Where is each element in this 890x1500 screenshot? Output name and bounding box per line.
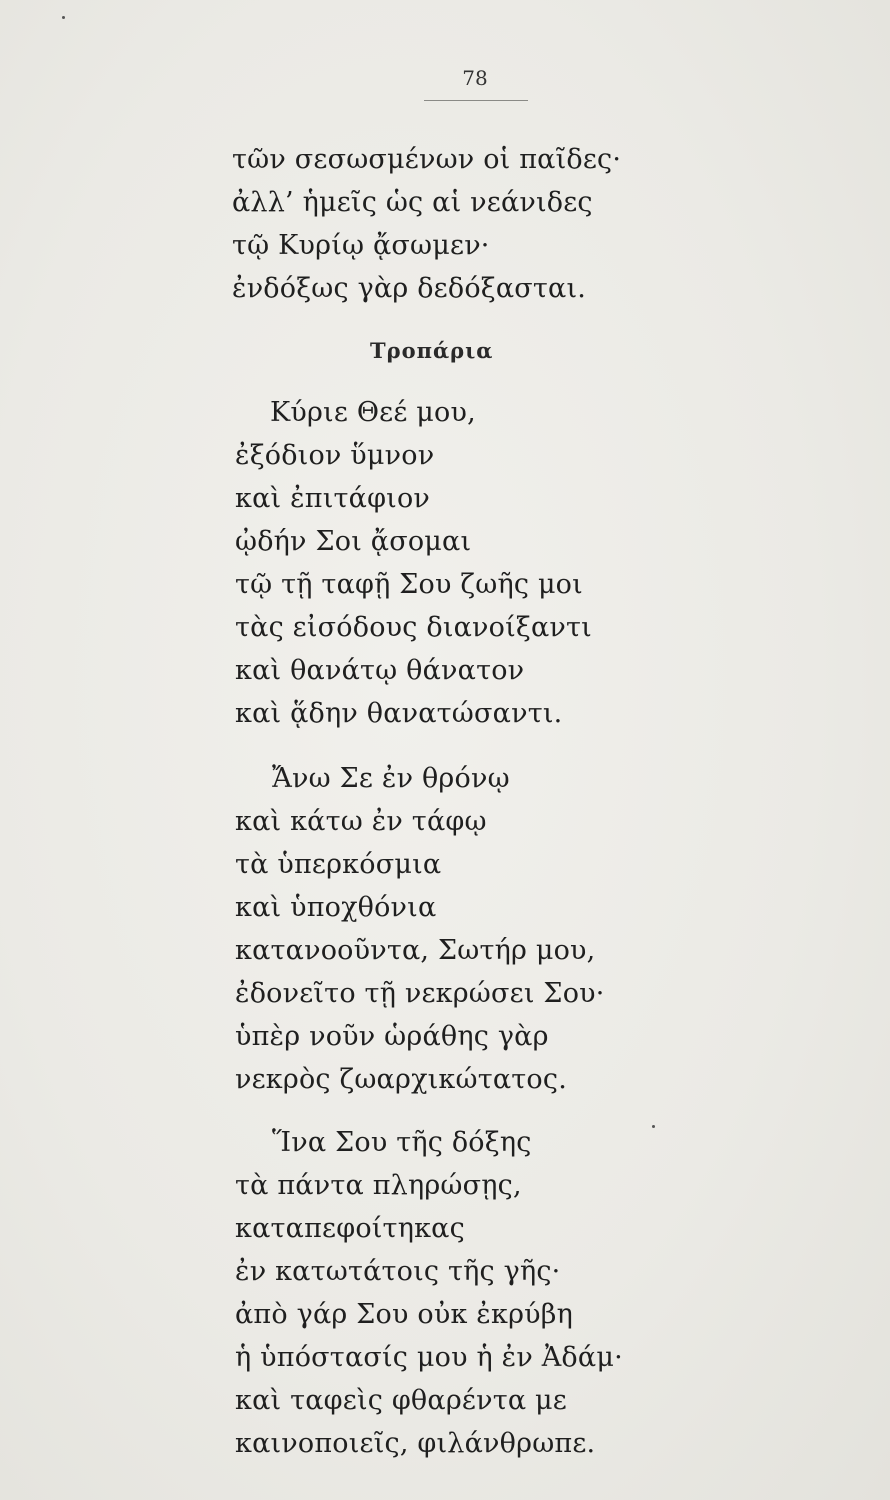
verse-line: καὶ ταφεὶς φθαρέντα με (235, 1385, 567, 1416)
verse-line: ἐνδόξως γὰρ δεδόξασται. (232, 273, 587, 304)
verse-line: ἐδονεῖτο τῇ νεκρώσει Σου· (235, 978, 605, 1009)
verse-line: ἀλλ’ ἡμεῖς ὡς αἱ νεάνιδες (232, 187, 593, 218)
verse-line: νεκρὸς ζωαρχικώτατος. (235, 1064, 567, 1095)
verse-line: τῶν σεσωσμένων οἱ παῖδες· (232, 144, 622, 175)
verse-line: τῷ τῇ ταφῇ Σου ζωῆς μοι (235, 569, 583, 600)
verse-line: Ἵνα Σου τῆς δόξης (272, 1127, 532, 1158)
verse-line: ὑπὲρ νοῦν ὡράθης γὰρ (235, 1021, 549, 1052)
verse-line: καταπεφοίτηκας (235, 1213, 465, 1244)
verse-line: καὶ ὑποχθόνια (235, 892, 437, 923)
verse-line: ἐν κατωτάτοις τῆς γῆς· (235, 1256, 561, 1287)
verse-line: τῷ Κυρίῳ ᾄσωμεν· (232, 230, 490, 261)
verse-line: καὶ θανάτῳ θάνατον (235, 655, 525, 686)
paper-speck (62, 16, 65, 19)
paper-speck (652, 1125, 655, 1128)
verse-line: Ἄνω Σε ἐν θρόνῳ (272, 763, 510, 794)
verse-line: ἡ ὑπόστασίς μου ἡ ἐν Ἀδάμ· (235, 1342, 623, 1373)
verse-line: τὰ πάντα πληρώσῃς, (235, 1170, 522, 1201)
header-rule (424, 100, 528, 101)
page-number: 78 (462, 66, 488, 90)
verse-line: καὶ ἐπιτάφιον (235, 483, 431, 514)
verse-line: ἀπὸ γάρ Σου οὐκ ἐκρύβη (235, 1299, 573, 1330)
section-heading: Τροπάρια (370, 338, 494, 363)
verse-line: τὰς εἰσόδους διανοίξαντι (235, 612, 592, 643)
verse-line: ἐξόδιον ὕμνον (235, 440, 435, 471)
verse-line: κατανοοῦντα, Σωτήρ μου, (235, 935, 596, 966)
verse-line: ᾠδήν Σοι ᾄσομαι (235, 526, 472, 557)
verse-line: Κύριε Θεέ μου, (270, 397, 476, 428)
verse-line: καινοποιεῖς, φιλάνθρωπε. (235, 1428, 596, 1459)
verse-line: τὰ ὑπερκόσμια (235, 849, 442, 880)
verse-line: καὶ κάτω ἐν τάφῳ (235, 806, 487, 837)
verse-line: καὶ ᾅδην θανατώσαντι. (235, 698, 563, 729)
